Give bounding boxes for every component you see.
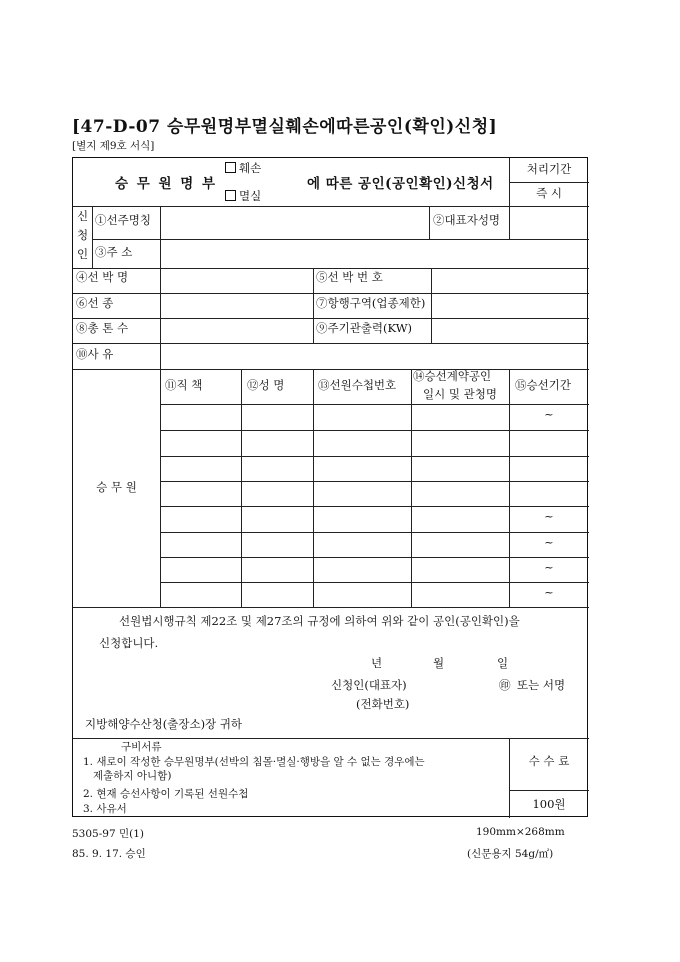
rule xyxy=(160,557,589,558)
form-number: [별지 제9호 서식] xyxy=(72,140,155,152)
date-month: 월 xyxy=(433,656,445,670)
period-mark: ~ xyxy=(544,509,554,523)
rule xyxy=(160,206,161,268)
applicant-signature-label: 신청인(대표자) xyxy=(331,678,407,692)
rule xyxy=(73,369,589,370)
footer-paper: (신문용지 54g/㎡) xyxy=(467,848,554,860)
column-name: ⑫성 명 xyxy=(247,378,285,392)
processing-period-value: 즉 시 xyxy=(536,186,562,200)
processing-period-label: 처리기간 xyxy=(526,162,572,176)
rule xyxy=(73,738,589,739)
rule xyxy=(160,481,589,482)
rule xyxy=(313,268,314,343)
column-boarding-period: ⑮승선기간 xyxy=(515,378,571,392)
rule xyxy=(73,293,589,294)
statement-line-1: 선원법시행규칙 제22조 및 제27조의 규정에 의하여 위와 같이 공인(공인확인)을 xyxy=(119,614,520,628)
application-form xyxy=(72,157,588,817)
column-contract-line2: 일시 및 관청명 xyxy=(423,387,497,401)
rule xyxy=(160,404,589,405)
seal-mark: ㊞ xyxy=(499,678,511,692)
rule xyxy=(431,268,432,343)
crew-label: 승 무 원 xyxy=(96,480,137,494)
rule xyxy=(73,268,589,269)
date-year: 년 xyxy=(371,656,383,670)
checkbox-lost[interactable] xyxy=(225,190,261,204)
rule xyxy=(160,532,589,533)
period-mark: ~ xyxy=(544,585,554,599)
rule xyxy=(509,182,589,183)
rule xyxy=(73,607,589,608)
doc-2: 2. 현재 승선사항이 기록된 선원수첩 xyxy=(83,788,249,800)
column-seaman-book: ⑬선원수첩번호 xyxy=(318,378,397,392)
representative-name-label: ②대표자성명 xyxy=(433,213,501,227)
checkbox-damaged[interactable] xyxy=(225,162,261,176)
doc-1-line-1: 1. 새로이 작성한 승무원명부(선박의 침몰·멸실·행방을 알 수 없는 경우에는 xyxy=(83,756,425,768)
doc-3: 3. 사유서 xyxy=(83,803,127,815)
rule xyxy=(509,206,510,239)
engine-output-label: ⑨주기관출력(KW) xyxy=(316,321,413,335)
column-contract-line1: ⑭승선계약공인 xyxy=(413,369,492,383)
date-day: 일 xyxy=(497,656,509,670)
rule xyxy=(429,206,430,239)
footer-code: 5305-97 민(1) xyxy=(72,828,144,840)
navigation-zone-label: ⑦항행구역(업종제한) xyxy=(316,296,426,310)
fee-value: 100원 xyxy=(532,797,566,811)
reason-label: ⑩사 유 xyxy=(76,347,114,361)
owner-name-label: ①선주명칭 xyxy=(95,213,151,227)
rule xyxy=(160,456,589,457)
rule xyxy=(160,582,589,583)
column-position: ⑪직 책 xyxy=(165,378,203,392)
checkbox-lost-label: 멸실 xyxy=(239,189,262,203)
document-title: [47-D-07 승무원명부멸실훼손에따른공인(확인)신청] xyxy=(72,117,498,137)
rule xyxy=(160,506,589,507)
ship-type-label: ⑥선 종 xyxy=(76,296,114,310)
docs-header: 구비서류 xyxy=(121,741,162,753)
period-mark: ~ xyxy=(544,560,554,574)
ship-name-label: ④선 박 명 xyxy=(76,270,129,284)
rule xyxy=(92,206,93,268)
statement-line-2: 신청합니다. xyxy=(99,636,159,650)
period-mark: ~ xyxy=(544,407,554,421)
applicant-char-2: 청 xyxy=(77,228,89,242)
rule xyxy=(73,343,589,344)
period-mark: ~ xyxy=(544,535,554,549)
gross-tonnage-label: ⑧총 톤 수 xyxy=(76,321,129,335)
rule xyxy=(92,239,589,240)
footer-size: 190mm×268mm xyxy=(476,826,565,838)
address-label: ③주 소 xyxy=(95,245,133,259)
applicant-char-3: 인 xyxy=(77,247,89,261)
checkbox-damaged-label: 훼손 xyxy=(239,161,262,175)
rule xyxy=(73,206,589,207)
footer-approval: 85. 9. 17. 승인 xyxy=(72,848,146,860)
checkbox-box[interactable] xyxy=(225,162,236,173)
checkbox-box[interactable] xyxy=(225,190,236,201)
ship-number-label: ⑤선 박 번 호 xyxy=(316,270,383,284)
fee-label: 수 수 료 xyxy=(528,754,570,768)
or-signature: 또는 서명 xyxy=(517,678,566,692)
phone-label: (전화번호) xyxy=(356,697,410,711)
addressee: 지방해양수산청(출장소)장 귀하 xyxy=(85,717,243,731)
doc-1-line-2: 제출하지 아니함) xyxy=(93,770,172,782)
rule xyxy=(73,318,589,319)
applicant-char-1: 신 xyxy=(77,209,89,223)
rule xyxy=(160,430,589,431)
heading-suffix: 에 따른 공인(공인확인)신청서 xyxy=(307,176,494,192)
heading-prefix: 승 무 원 명 부 xyxy=(115,176,218,192)
rule xyxy=(509,790,589,791)
